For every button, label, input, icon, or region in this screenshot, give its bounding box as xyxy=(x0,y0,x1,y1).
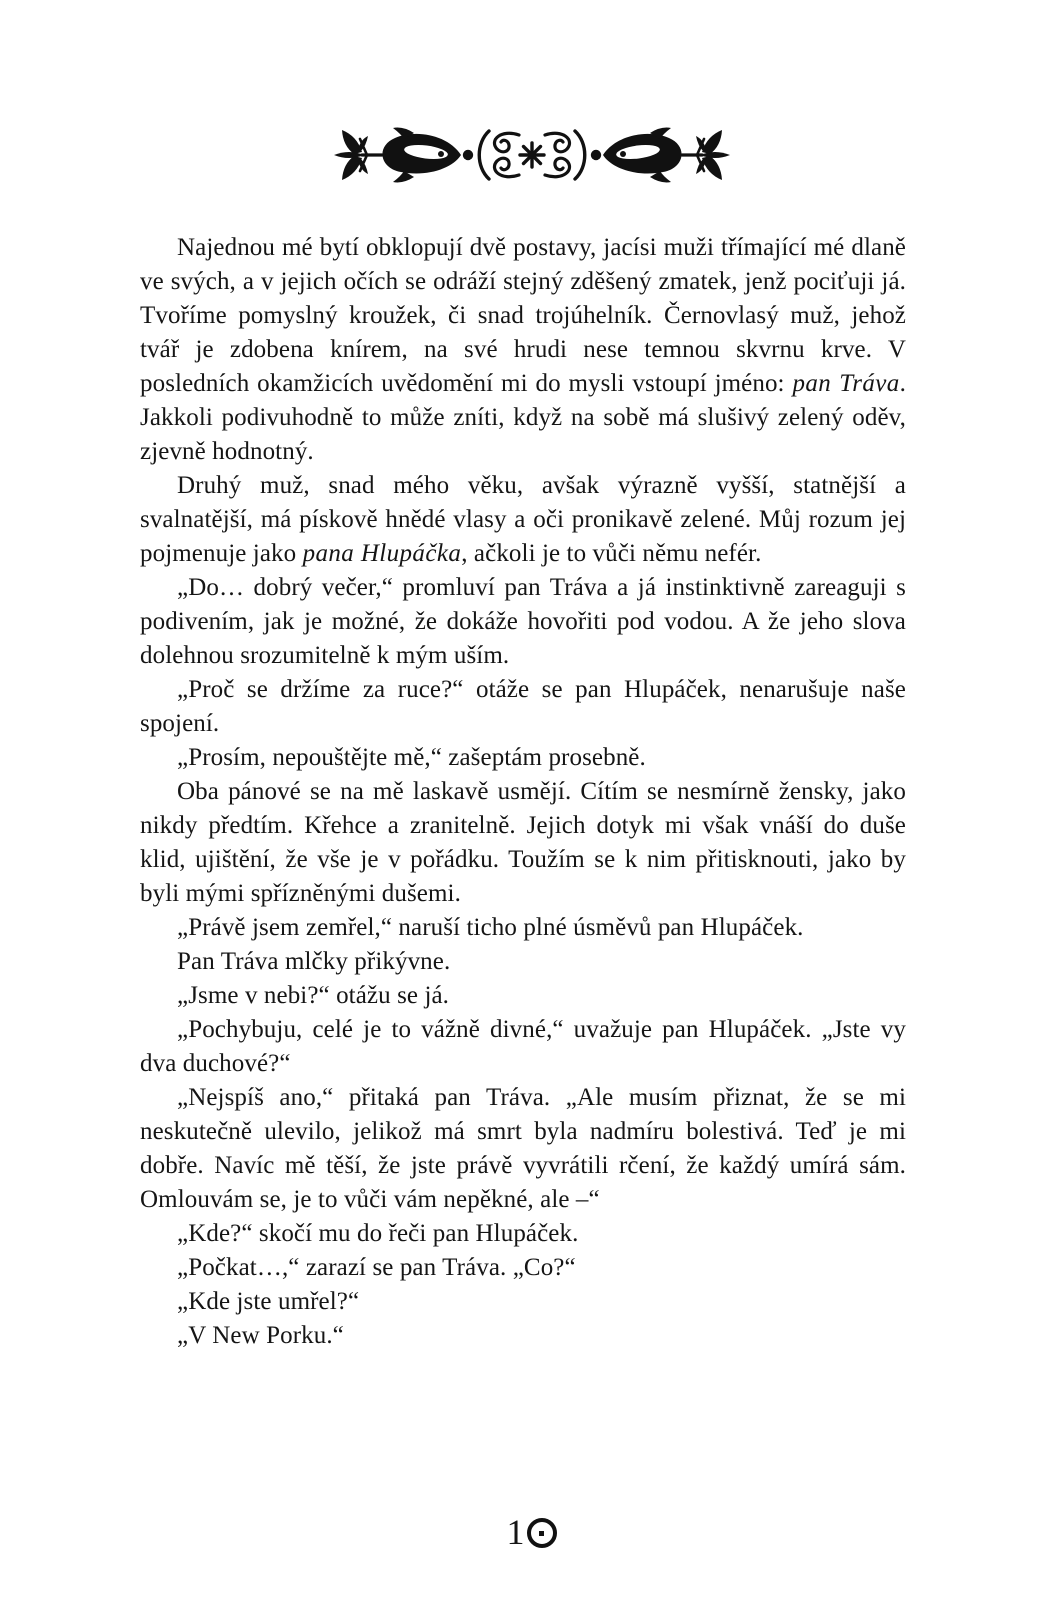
folio-digit: 1 xyxy=(506,1512,525,1552)
text-segment: „Do… dobrý večer,“ promluví pan Tráva a já instinktivně zareaguji s podivením, jak je možné, že dokáže hovořiti pod vodou. A že jeho slova dolehnou srozumitelně k mým uším. xyxy=(140,574,906,669)
page-footer xyxy=(0,1514,1063,1554)
body-text xyxy=(140,231,906,1353)
paragraph xyxy=(140,775,906,911)
paragraph xyxy=(140,945,906,979)
text-segment: „Proč se držíme za ruce?“ otáže se pan Hlupáček, nenarušuje naše spojení. xyxy=(140,676,906,737)
italic-phrase: pana Hlupáčka xyxy=(302,540,462,567)
paragraph xyxy=(140,1013,906,1081)
paragraph xyxy=(140,1251,906,1285)
text-segment: Oba pánové se na mě laskavě usmějí. Cítím se nesmírně žensky, jako nikdy předtím. Křehce a zranitelně. Jejich dotyk mi však vnáší do duše klid, ujištění, že vše je v pořádku. Toužím se k nim přitisknouti, jako by byli mými spřízněnými dušemi. xyxy=(140,778,906,907)
paragraph xyxy=(140,231,906,469)
text-segment: Druhý muž, snad mého věku, avšak výrazně vyšší, statnější a svalnatější, má pískově hnědé vlasy a oči pronikavě zelené. Můj rozum jej pojmenuje jako xyxy=(140,472,906,567)
paragraph xyxy=(140,469,906,571)
paragraph xyxy=(140,1081,906,1217)
paragraph xyxy=(140,1217,906,1251)
paragraph xyxy=(140,1319,906,1353)
paragraph xyxy=(140,1285,906,1319)
ring-zero-glyph xyxy=(527,1518,557,1548)
page-number xyxy=(507,1514,557,1550)
paragraph xyxy=(140,979,906,1013)
text-segment: „Nejspíš ano,“ přitaká pan Tráva. „Ale musím přiznat, že se mi neskutečně ulevilo, jelikož má smrt byla nadmíru bolestivá. Teď je mi dobře. Navíc mě těší, že jste právě vyvrátili rčení, že každý umírá sám. Omlouvám se, je to vůči vám nepěkné, ale –“ xyxy=(140,1084,906,1213)
text-segment: „Kde?“ skočí mu do řeči pan Hlupáček. xyxy=(177,1220,579,1247)
text-segment: „Kde jste umřel?“ xyxy=(177,1288,360,1315)
text-segment: „Počkat…,“ zarazí se pan Tráva. „Co?“ xyxy=(177,1254,576,1281)
paragraph xyxy=(140,911,906,945)
text-segment: . Jakkoli podivuhodně to může zníti, když na sobě má slušivý zelený oděv, zjevně hodnotný. xyxy=(140,370,907,465)
chapter-divider-ornament xyxy=(0,124,1063,191)
text-segment: , ačkoli je to vůči němu nefér. xyxy=(461,540,762,567)
text-segment: Pan Tráva mlčky přikývne. xyxy=(177,948,451,975)
center-star-icon xyxy=(520,143,544,167)
paragraph xyxy=(140,571,906,673)
paragraph xyxy=(140,673,906,741)
text-segment: „Jsme v nebi?“ otážu se já. xyxy=(177,982,450,1009)
text-segment: „V New Porku.“ xyxy=(177,1322,344,1349)
floral-divider-icon xyxy=(332,124,732,186)
text-segment: Najednou mé bytí obklopují dvě postavy, jacísi muži třímající mé dlaně ve svých, a v jejich očích se odráží stejný zděšený zmatek, jenž pociťuji já. Tvoříme pomyslný kroužek, či snad trojúhelník. Černovlasý muž, jehož tvář je zdobena knírem, na své hrudi nese temnou skvrnu krve. V posledních okamžicích uvědomění mi do mysli vstoupí jméno: xyxy=(140,234,906,397)
text-segment: „Prosím, nepouštějte mě,“ zašeptám prosebně. xyxy=(177,744,646,771)
text-segment: „Právě jsem zemřel,“ naruší ticho plné úsměvů pan Hlupáček. xyxy=(177,914,804,941)
paragraph xyxy=(140,741,906,775)
text-segment: „Pochybuju, celé je to vážně divné,“ uvažuje pan Hlupáček. „Jste vy dva duchové?“ xyxy=(140,1016,906,1077)
italic-phrase: pan Tráva xyxy=(792,370,900,397)
